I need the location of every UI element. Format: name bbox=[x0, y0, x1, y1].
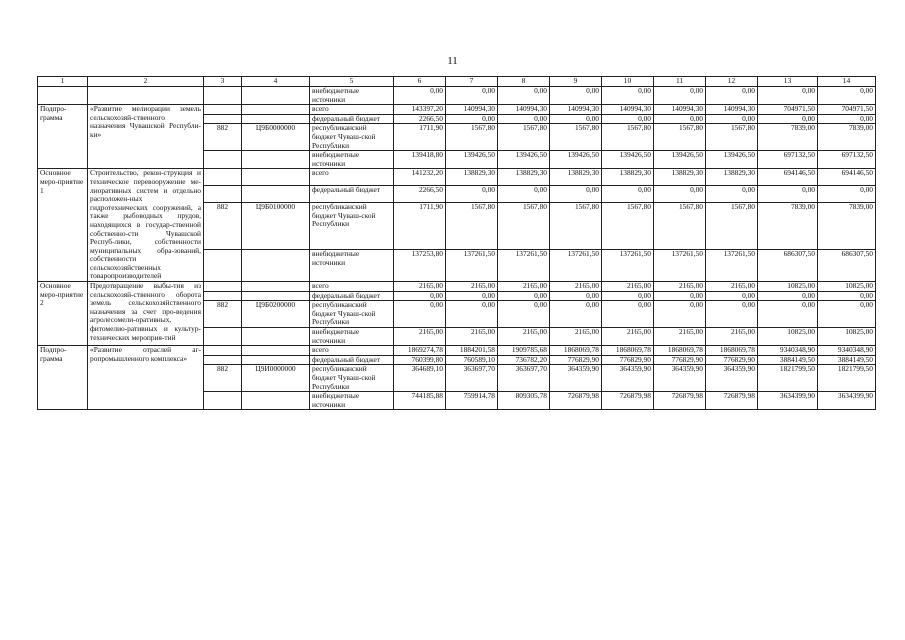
amount-cell: 697132,50 bbox=[758, 151, 818, 169]
grbs-cell bbox=[204, 87, 242, 105]
column-number-header: 4 bbox=[242, 77, 310, 87]
column-number-header: 11 bbox=[654, 77, 706, 87]
grbs-cell bbox=[204, 355, 242, 365]
funding-source-cell: федеральный бюджет bbox=[310, 291, 394, 301]
amount-cell: 140994,30 bbox=[654, 105, 706, 115]
amount-cell: 364689,10 bbox=[394, 365, 446, 392]
amount-cell: 776829,90 bbox=[550, 355, 602, 365]
amount-cell: 2165,00 bbox=[394, 328, 446, 346]
amount-cell: 744185,88 bbox=[394, 392, 446, 410]
grbs-cell: 882 bbox=[204, 203, 242, 250]
amount-cell: 0,00 bbox=[602, 301, 654, 328]
amount-cell: 2165,00 bbox=[706, 328, 758, 346]
amount-cell: 726879,98 bbox=[654, 392, 706, 410]
amount-cell: 7839,00 bbox=[758, 124, 818, 151]
amount-cell: 2165,00 bbox=[446, 282, 498, 292]
amount-cell: 686307,50 bbox=[758, 250, 818, 282]
target-code-cell bbox=[242, 291, 310, 301]
amount-cell: 364359,90 bbox=[654, 365, 706, 392]
amount-cell: 140994,30 bbox=[446, 105, 498, 115]
amount-cell: 7839,00 bbox=[818, 124, 876, 151]
amount-cell: 2165,00 bbox=[446, 328, 498, 346]
amount-cell: 10825,00 bbox=[758, 328, 818, 346]
amount-cell: 139426,50 bbox=[706, 151, 758, 169]
amount-cell: 0,00 bbox=[706, 291, 758, 301]
amount-cell: 697132,50 bbox=[818, 151, 876, 169]
funding-source-cell: республиканский бюджет Чуваш-ской Республики bbox=[310, 301, 394, 328]
amount-cell: 1868069,78 bbox=[550, 346, 602, 356]
amount-cell: 1884201,58 bbox=[446, 346, 498, 356]
amount-cell: 9340348,90 bbox=[758, 346, 818, 356]
target-code-cell bbox=[242, 328, 310, 346]
amount-cell: 0,00 bbox=[498, 186, 550, 203]
amount-cell: 10825,00 bbox=[818, 282, 876, 292]
target-code-cell: Ц9Б0200000 bbox=[242, 301, 310, 328]
column-number-header: 9 bbox=[550, 77, 602, 87]
amount-cell: 138829,30 bbox=[498, 169, 550, 186]
target-code-cell bbox=[242, 105, 310, 115]
amount-cell: 0,00 bbox=[706, 301, 758, 328]
funding-source-cell: внебюджетные источники bbox=[310, 87, 394, 105]
column-number-header: 6 bbox=[394, 77, 446, 87]
amount-cell: 140994,30 bbox=[550, 105, 602, 115]
funding-source-cell: республиканский бюджет Чуваш-ской Республики bbox=[310, 365, 394, 392]
amount-cell: 1567,80 bbox=[706, 124, 758, 151]
grbs-cell bbox=[204, 169, 242, 186]
amount-cell: 726879,98 bbox=[706, 392, 758, 410]
amount-cell: 363697,70 bbox=[446, 365, 498, 392]
funding-source-cell: всего bbox=[310, 282, 394, 292]
column-number-header: 10 bbox=[602, 77, 654, 87]
target-code-cell bbox=[242, 151, 310, 169]
amount-cell: 2165,00 bbox=[602, 282, 654, 292]
amount-cell: 1567,80 bbox=[602, 124, 654, 151]
amount-cell: 2165,00 bbox=[550, 328, 602, 346]
amount-cell: 0,00 bbox=[706, 114, 758, 124]
amount-cell: 140994,30 bbox=[602, 105, 654, 115]
amount-cell: 2165,00 bbox=[654, 328, 706, 346]
amount-cell: 0,00 bbox=[602, 291, 654, 301]
amount-cell: 2165,00 bbox=[602, 328, 654, 346]
amount-cell: 364359,90 bbox=[706, 365, 758, 392]
funding-source-cell: федеральный бюджет bbox=[310, 114, 394, 124]
amount-cell: 363697,70 bbox=[498, 365, 550, 392]
grbs-cell bbox=[204, 346, 242, 356]
table-row bbox=[38, 169, 876, 186]
amount-cell: 137261,50 bbox=[706, 250, 758, 282]
amount-cell: 10825,00 bbox=[758, 282, 818, 292]
amount-cell: 1869274,78 bbox=[394, 346, 446, 356]
program-kind-cell: Подпро-грамма bbox=[38, 346, 88, 410]
program-title-cell: «Развитие мелиорации земель сельскохозяй-ственного назначения Чувашской Республи-ки» bbox=[88, 105, 204, 169]
amount-cell: 0,00 bbox=[654, 186, 706, 203]
target-code-cell bbox=[242, 186, 310, 203]
amount-cell: 0,00 bbox=[818, 114, 876, 124]
amount-cell: 137261,50 bbox=[654, 250, 706, 282]
amount-cell: 138829,30 bbox=[446, 169, 498, 186]
amount-cell: 726879,98 bbox=[602, 392, 654, 410]
amount-cell: 759914,78 bbox=[446, 392, 498, 410]
column-number-header: 5 bbox=[310, 77, 394, 87]
budget-table bbox=[37, 76, 876, 410]
amount-cell: 776829,90 bbox=[654, 355, 706, 365]
column-number-header: 2 bbox=[88, 77, 204, 87]
program-title-cell bbox=[88, 87, 204, 105]
amount-cell: 2165,00 bbox=[654, 282, 706, 292]
amount-cell: 0,00 bbox=[446, 186, 498, 203]
table-row bbox=[38, 346, 876, 356]
funding-source-cell: внебюджетные источники bbox=[310, 250, 394, 282]
funding-source-cell: республиканский бюджет Чуваш-ской Республики bbox=[310, 203, 394, 250]
amount-cell: 2266,50 bbox=[394, 114, 446, 124]
funding-source-cell: внебюджетные источники bbox=[310, 151, 394, 169]
program-kind-cell bbox=[38, 87, 88, 105]
amount-cell: 139426,50 bbox=[446, 151, 498, 169]
amount-cell: 137253,80 bbox=[394, 250, 446, 282]
amount-cell: 726879,98 bbox=[550, 392, 602, 410]
amount-cell: 2165,00 bbox=[706, 282, 758, 292]
amount-cell: 0,00 bbox=[706, 186, 758, 203]
amount-cell: 137261,50 bbox=[602, 250, 654, 282]
grbs-cell bbox=[204, 282, 242, 292]
amount-cell: 0,00 bbox=[758, 87, 818, 105]
amount-cell: 1821799,50 bbox=[818, 365, 876, 392]
amount-cell: 760589,10 bbox=[446, 355, 498, 365]
funding-source-cell: внебюджетные источники bbox=[310, 328, 394, 346]
amount-cell: 0,00 bbox=[446, 301, 498, 328]
amount-cell: 0,00 bbox=[758, 186, 818, 203]
grbs-cell bbox=[204, 291, 242, 301]
funding-source-cell: федеральный бюджет bbox=[310, 186, 394, 203]
funding-source-cell: внебюджетные источники bbox=[310, 392, 394, 410]
amount-cell: 0,00 bbox=[550, 291, 602, 301]
amount-cell: 139418,80 bbox=[394, 151, 446, 169]
amount-cell: 0,00 bbox=[758, 291, 818, 301]
page-number: 11 bbox=[447, 55, 458, 67]
amount-cell: 3634399,90 bbox=[758, 392, 818, 410]
target-code-cell bbox=[242, 169, 310, 186]
amount-cell: 140994,30 bbox=[498, 105, 550, 115]
amount-cell: 1567,80 bbox=[498, 203, 550, 250]
grbs-cell bbox=[204, 114, 242, 124]
amount-cell: 0,00 bbox=[550, 301, 602, 328]
amount-cell: 141232,20 bbox=[394, 169, 446, 186]
amount-cell: 1567,80 bbox=[446, 124, 498, 151]
amount-cell: 137261,50 bbox=[550, 250, 602, 282]
amount-cell: 0,00 bbox=[654, 87, 706, 105]
amount-cell: 0,00 bbox=[758, 114, 818, 124]
amount-cell: 1567,80 bbox=[602, 203, 654, 250]
grbs-cell: 882 bbox=[204, 365, 242, 392]
amount-cell: 364359,90 bbox=[602, 365, 654, 392]
amount-cell: 0,00 bbox=[706, 87, 758, 105]
amount-cell: 1567,80 bbox=[654, 124, 706, 151]
amount-cell: 0,00 bbox=[654, 114, 706, 124]
amount-cell: 1868069,78 bbox=[602, 346, 654, 356]
amount-cell: 0,00 bbox=[498, 291, 550, 301]
program-title-cell: «Развитие отраслей аг-ропромышленного комплекса» bbox=[88, 346, 204, 410]
grbs-cell bbox=[204, 392, 242, 410]
amount-cell: 1567,80 bbox=[550, 203, 602, 250]
amount-cell: 2165,00 bbox=[498, 328, 550, 346]
funding-source-cell: республиканский бюджет Чуваш-ской Республики bbox=[310, 124, 394, 151]
amount-cell: 137261,50 bbox=[446, 250, 498, 282]
amount-cell: 0,00 bbox=[758, 301, 818, 328]
amount-cell: 1567,80 bbox=[654, 203, 706, 250]
target-code-cell bbox=[242, 346, 310, 356]
amount-cell: 0,00 bbox=[394, 301, 446, 328]
amount-cell: 3884149,50 bbox=[758, 355, 818, 365]
amount-cell: 0,00 bbox=[654, 301, 706, 328]
grbs-cell bbox=[204, 328, 242, 346]
funding-source-cell: всего bbox=[310, 169, 394, 186]
amount-cell: 0,00 bbox=[818, 291, 876, 301]
amount-cell: 776829,90 bbox=[602, 355, 654, 365]
amount-cell: 143397,20 bbox=[394, 105, 446, 115]
target-code-cell: Ц9И0000000 bbox=[242, 365, 310, 392]
amount-cell: 1567,80 bbox=[446, 203, 498, 250]
amount-cell: 1567,80 bbox=[498, 124, 550, 151]
grbs-cell bbox=[204, 250, 242, 282]
amount-cell: 1567,80 bbox=[706, 203, 758, 250]
grbs-cell: 882 bbox=[204, 124, 242, 151]
target-code-cell bbox=[242, 114, 310, 124]
funding-source-cell: федеральный бюджет bbox=[310, 355, 394, 365]
amount-cell: 138829,30 bbox=[550, 169, 602, 186]
amount-cell: 138829,30 bbox=[706, 169, 758, 186]
program-title-cell: Предотвращение выбы-тия из сельскохозяй-ственного оборота земель сельскохозяйственного назначения за счет про-ведения агролесомели-оративных, фитомелио-ративных и культур-технических мероприя-тий bbox=[88, 282, 204, 346]
amount-cell: 3884149,50 bbox=[818, 355, 876, 365]
amount-cell: 1868069,78 bbox=[654, 346, 706, 356]
amount-cell: 0,00 bbox=[818, 186, 876, 203]
amount-cell: 760399,80 bbox=[394, 355, 446, 365]
column-number-header: 7 bbox=[446, 77, 498, 87]
amount-cell: 2165,00 bbox=[394, 282, 446, 292]
amount-cell: 138829,30 bbox=[602, 169, 654, 186]
amount-cell: 139426,50 bbox=[498, 151, 550, 169]
amount-cell: 364359,90 bbox=[550, 365, 602, 392]
amount-cell: 0,00 bbox=[446, 291, 498, 301]
program-title-cell: Строительство, рекон-струкция и техническое перевооружение ме-лиоративных систем и отдельно расположен-ных гидротехнических сооружений, а также рыбоводных прудов, находящихся в государ-ственной собственно-сти Чувашской Респуб-лики, собственности муниципальных обра-зований, собственности сельскохозяйственных товаропроизводителей bbox=[88, 169, 204, 282]
amount-cell: 0,00 bbox=[550, 114, 602, 124]
column-number-header: 14 bbox=[818, 77, 876, 87]
amount-cell: 140994,30 bbox=[706, 105, 758, 115]
amount-cell: 9340348,90 bbox=[818, 346, 876, 356]
amount-cell: 0,00 bbox=[818, 87, 876, 105]
target-code-cell: Ц9Б0100000 bbox=[242, 203, 310, 250]
column-number-row bbox=[38, 77, 876, 87]
column-number-header: 12 bbox=[706, 77, 758, 87]
amount-cell: 0,00 bbox=[602, 114, 654, 124]
table-row bbox=[38, 105, 876, 115]
amount-cell: 809305,78 bbox=[498, 392, 550, 410]
amount-cell: 0,00 bbox=[446, 87, 498, 105]
target-code-cell bbox=[242, 87, 310, 105]
amount-cell: 1711,90 bbox=[394, 124, 446, 151]
target-code-cell bbox=[242, 392, 310, 410]
program-kind-cell: Основное меро-приятие 1 bbox=[38, 169, 88, 282]
column-number-header: 8 bbox=[498, 77, 550, 87]
target-code-cell bbox=[242, 282, 310, 292]
amount-cell: 0,00 bbox=[394, 291, 446, 301]
amount-cell: 1711,90 bbox=[394, 203, 446, 250]
amount-cell: 1567,80 bbox=[550, 124, 602, 151]
amount-cell: 0,00 bbox=[498, 114, 550, 124]
grbs-cell bbox=[204, 151, 242, 169]
amount-cell: 704971,50 bbox=[758, 105, 818, 115]
amount-cell: 0,00 bbox=[550, 87, 602, 105]
amount-cell: 776829,90 bbox=[706, 355, 758, 365]
amount-cell: 694146,50 bbox=[758, 169, 818, 186]
amount-cell: 2266,50 bbox=[394, 186, 446, 203]
amount-cell: 10825,00 bbox=[818, 328, 876, 346]
amount-cell: 7839,00 bbox=[818, 203, 876, 250]
grbs-cell bbox=[204, 105, 242, 115]
amount-cell: 1821799,50 bbox=[758, 365, 818, 392]
column-number-header: 13 bbox=[758, 77, 818, 87]
funding-source-cell: всего bbox=[310, 105, 394, 115]
table-row bbox=[38, 87, 876, 105]
column-number-header: 1 bbox=[38, 77, 88, 87]
table-row bbox=[38, 282, 876, 292]
amount-cell: 2165,00 bbox=[498, 282, 550, 292]
target-code-cell bbox=[242, 355, 310, 365]
program-kind-cell: Основное меро-приятие 2 bbox=[38, 282, 88, 346]
amount-cell: 0,00 bbox=[498, 301, 550, 328]
amount-cell: 138829,30 bbox=[654, 169, 706, 186]
amount-cell: 704971,50 bbox=[818, 105, 876, 115]
grbs-cell: 882 bbox=[204, 301, 242, 328]
amount-cell: 736782,20 bbox=[498, 355, 550, 365]
amount-cell: 0,00 bbox=[602, 186, 654, 203]
grbs-cell bbox=[204, 186, 242, 203]
column-number-header: 3 bbox=[204, 77, 242, 87]
amount-cell: 0,00 bbox=[654, 291, 706, 301]
amount-cell: 0,00 bbox=[602, 87, 654, 105]
amount-cell: 0,00 bbox=[446, 114, 498, 124]
target-code-cell bbox=[242, 250, 310, 282]
amount-cell: 694146,50 bbox=[818, 169, 876, 186]
amount-cell: 139426,50 bbox=[550, 151, 602, 169]
target-code-cell: Ц9Б0000000 bbox=[242, 124, 310, 151]
amount-cell: 0,00 bbox=[498, 87, 550, 105]
amount-cell: 0,00 bbox=[818, 301, 876, 328]
amount-cell: 139426,50 bbox=[654, 151, 706, 169]
amount-cell: 0,00 bbox=[550, 186, 602, 203]
amount-cell: 1909785,68 bbox=[498, 346, 550, 356]
funding-source-cell: всего bbox=[310, 346, 394, 356]
amount-cell: 686307,50 bbox=[818, 250, 876, 282]
amount-cell: 137261,50 bbox=[498, 250, 550, 282]
amount-cell: 2165,00 bbox=[550, 282, 602, 292]
amount-cell: 0,00 bbox=[394, 87, 446, 105]
amount-cell: 3634399,90 bbox=[818, 392, 876, 410]
program-kind-cell: Подпро-грамма bbox=[38, 105, 88, 169]
amount-cell: 1868069,78 bbox=[706, 346, 758, 356]
amount-cell: 139426,50 bbox=[602, 151, 654, 169]
amount-cell: 7839,00 bbox=[758, 203, 818, 250]
